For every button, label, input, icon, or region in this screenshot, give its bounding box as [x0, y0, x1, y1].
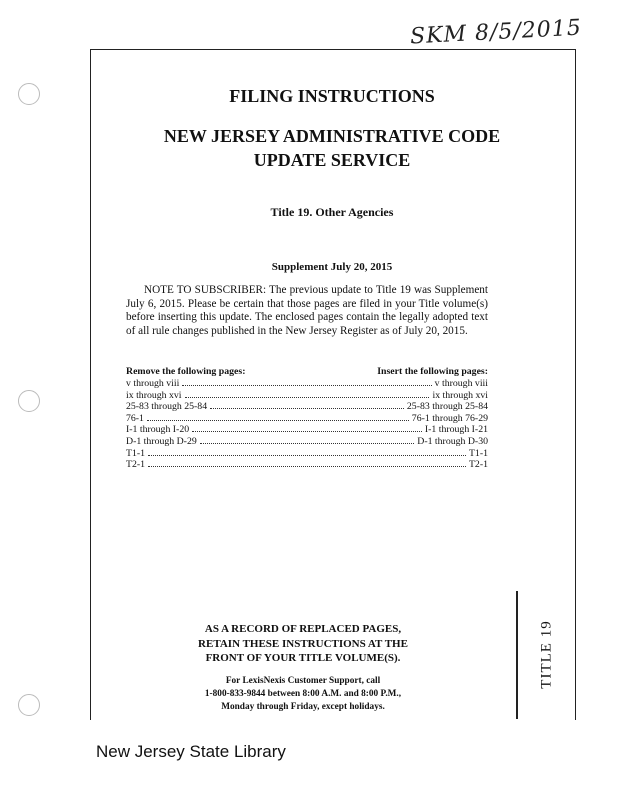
insert-pages: T1-1: [468, 447, 488, 459]
dot-leader: [185, 397, 430, 398]
code-title: [90, 124, 574, 172]
table-row: [126, 436, 488, 448]
code-title-line-2: UPDATE SERVICE: [253, 150, 411, 170]
dot-leader: [210, 408, 404, 409]
remove-pages: 76-1: [126, 412, 144, 424]
page-replacement-table: [126, 366, 488, 471]
support-line-3: Monday through Friday, except holidays.: [221, 702, 385, 712]
supplement-date: Supplement July 20, 2015: [271, 261, 393, 273]
subscriber-note: NOTE TO SUBSCRIBER: The previous update to Title 19 was Supplement July 6, 2015. Please be certain that those pages are filed in your Title volume(s) before inserting this update. The enclosed pages contain the legally adopted text of all rule changes published in the New Jersey Register as of July 20, 2015.: [126, 284, 488, 337]
insert-pages: T2-1: [468, 459, 488, 471]
table-row: [126, 459, 488, 471]
remove-pages: T2-1: [126, 459, 146, 471]
title-tab-label: TITLE 19: [538, 619, 555, 689]
customer-support: [90, 675, 516, 714]
table-row: [126, 448, 488, 460]
library-stamp: New Jersey State Library: [96, 742, 286, 761]
dot-leader: [148, 455, 466, 456]
table-row: [126, 390, 488, 402]
insert-pages: 76-1 through 76-29: [411, 412, 488, 424]
support-line-2: 1-800-833-9844 between 8:00 A.M. and 8:00 P.M.,: [204, 689, 402, 699]
binder-hole: [18, 83, 40, 105]
table-header: [126, 366, 488, 378]
insert-pages: v through viii: [434, 378, 488, 389]
handwritten-initials-date: SKM 8/5/2015: [409, 15, 583, 50]
title-subtitle: Title 19. Other Agencies: [270, 205, 394, 219]
table-row: [126, 401, 488, 413]
remove-pages: ix through xvi: [126, 389, 182, 401]
dot-leader: [182, 385, 431, 386]
table-row: [126, 424, 488, 436]
page-title: FILING INSTRUCTIONS: [229, 86, 435, 106]
remove-pages: T1-1: [126, 447, 146, 459]
dot-leader: [148, 466, 466, 467]
remove-pages: 25-83 through 25-84: [126, 401, 208, 413]
insert-pages: I-1 through I-21: [424, 424, 488, 436]
insert-pages: D-1 through D-30: [417, 435, 488, 447]
insert-pages: 25-83 through 25-84: [406, 401, 488, 413]
record-notice-line-2: RETAIN THESE INSTRUCTIONS AT THE: [198, 637, 408, 650]
table-rows: [126, 378, 488, 471]
insert-pages: ix through xvi: [432, 389, 488, 401]
table-row: [126, 413, 488, 425]
record-notice-line-1: AS A RECORD OF REPLACED PAGES,: [204, 623, 402, 635]
dot-leader: [192, 431, 422, 432]
remove-header: Remove the following pages:: [126, 366, 246, 377]
support-line-1: For LexisNexis Customer Support, call: [225, 676, 381, 686]
binder-hole: [18, 694, 40, 716]
insert-header: Insert the following pages:: [377, 366, 488, 377]
record-notice-line-3: FRONT OF YOUR TITLE VOLUME(S).: [205, 652, 401, 664]
tab-divider: [516, 591, 518, 719]
remove-pages: D-1 through D-29: [126, 435, 197, 447]
record-notice: [90, 622, 516, 666]
dot-leader: [200, 443, 415, 444]
code-title-line-1: NEW JERSEY ADMINISTRATIVE CODE: [163, 126, 501, 146]
title-tab: [519, 589, 575, 719]
remove-pages: I-1 through I-20: [126, 424, 190, 436]
dot-leader: [147, 420, 409, 421]
remove-pages: v through viii: [126, 378, 180, 389]
table-row: [126, 378, 488, 390]
binder-hole: [18, 390, 40, 412]
